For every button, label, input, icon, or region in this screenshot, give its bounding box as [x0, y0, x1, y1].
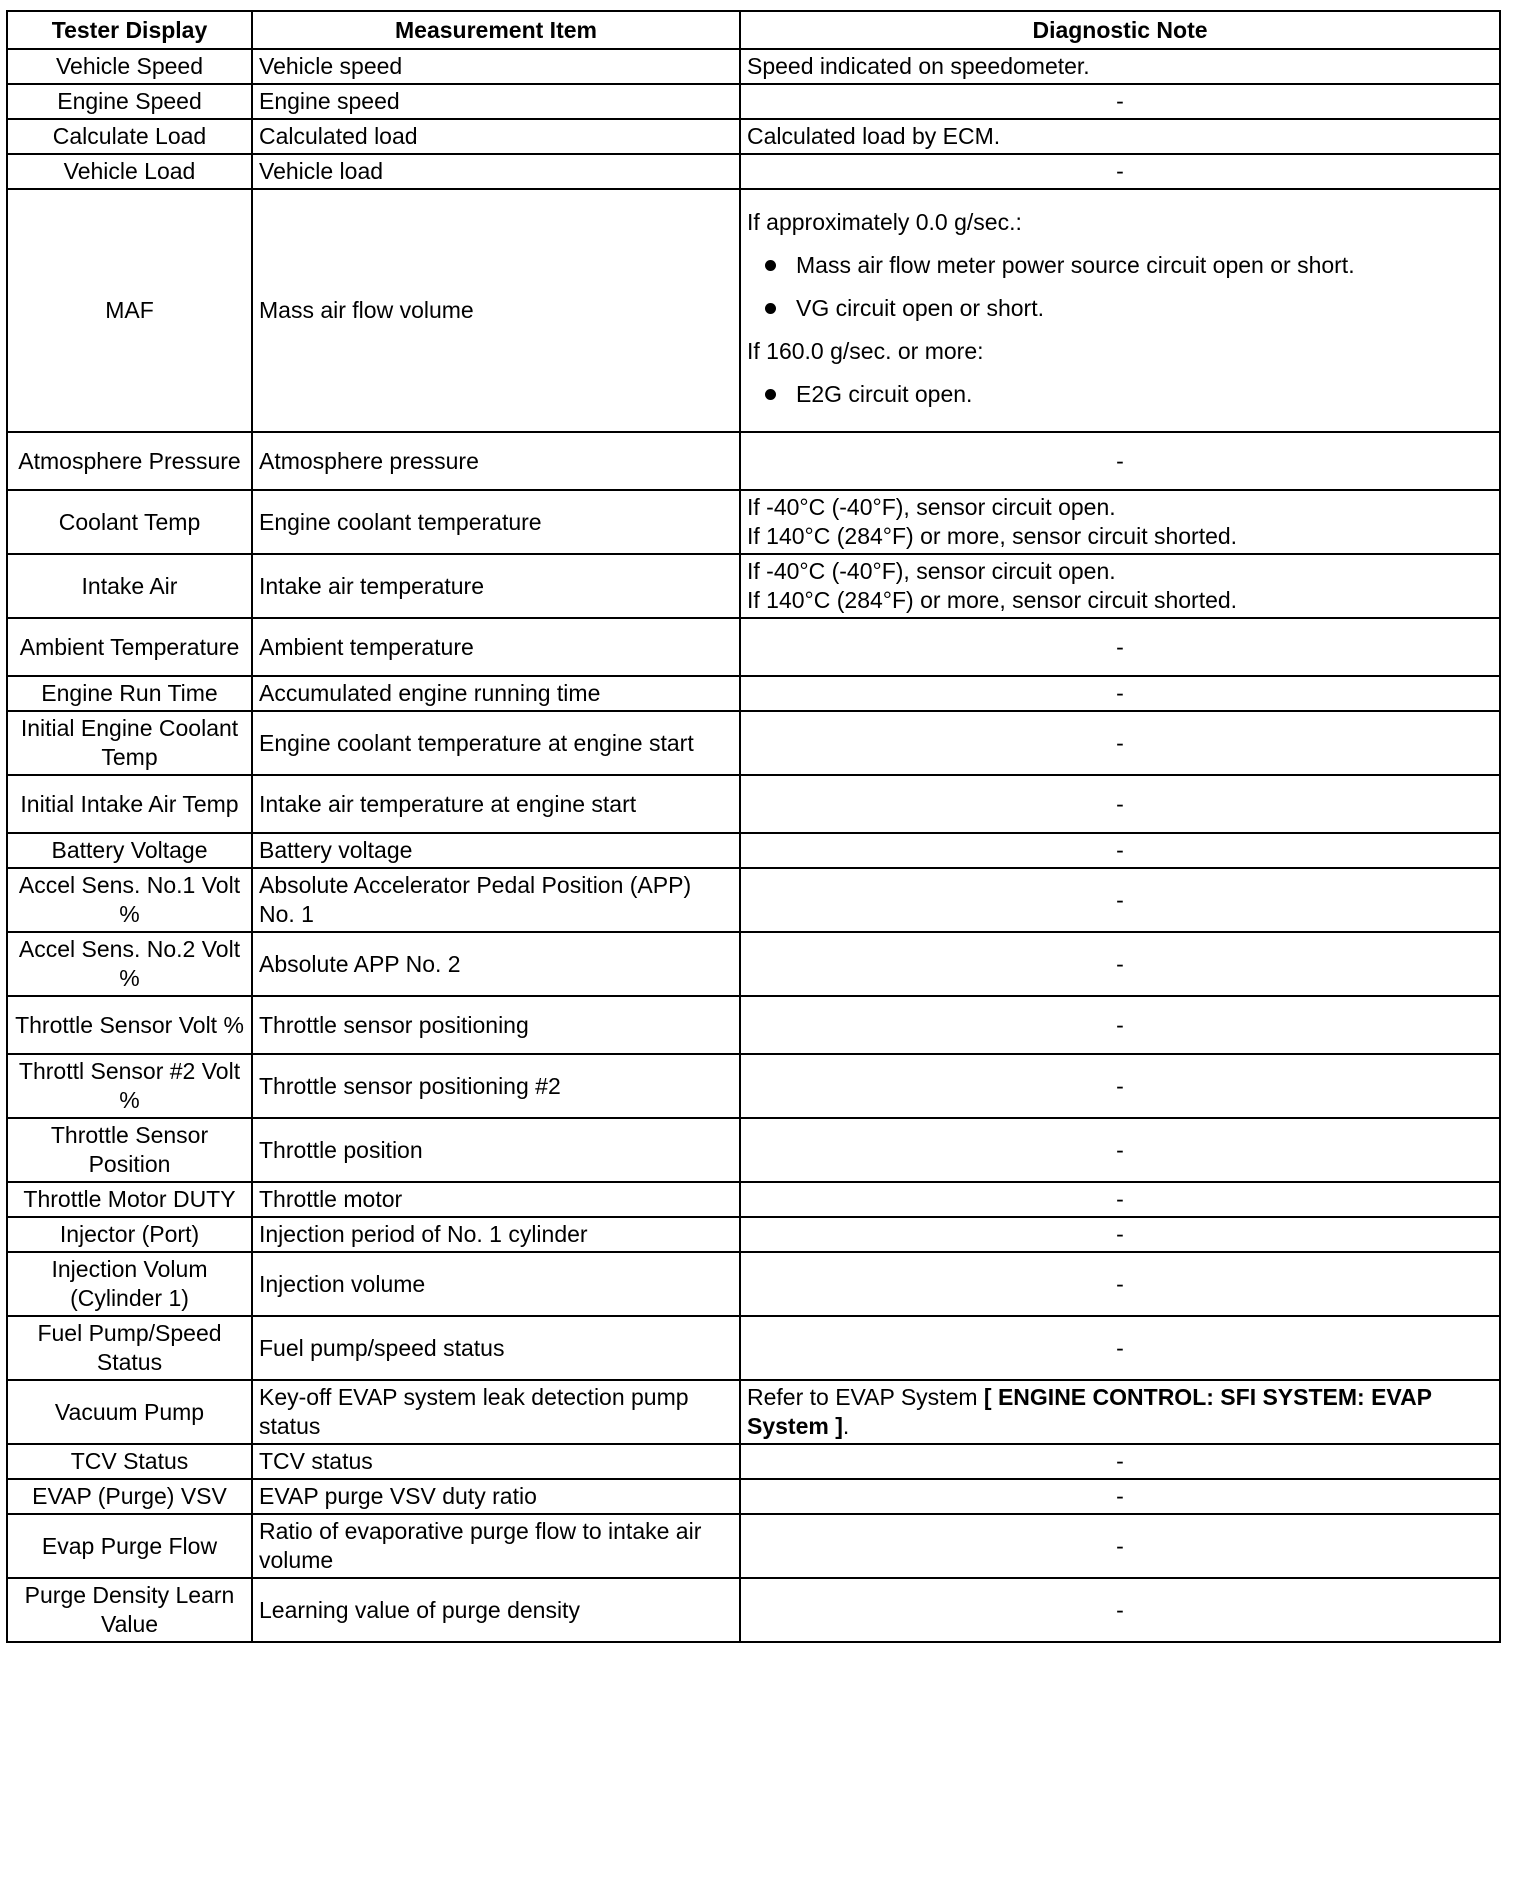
diagnostic-note-cell: -: [740, 154, 1500, 189]
bullet-icon: [765, 389, 776, 400]
table-row: [7, 1514, 1500, 1578]
tester-display-cell: Vehicle Speed: [7, 49, 252, 84]
table-row: [7, 189, 1500, 432]
tester-display-cell: Atmosphere Pressure: [7, 432, 252, 490]
table-header-row: [7, 11, 1500, 49]
measurement-item-cell: Throttle sensor positioning #2: [252, 1054, 740, 1118]
diagnostic-note-cell: -: [740, 1252, 1500, 1316]
table-row: [7, 119, 1500, 154]
measurement-item-cell: Learning value of purge density: [252, 1578, 740, 1642]
tester-display-cell: Throttle Sensor Volt %: [7, 996, 252, 1054]
table-row: [7, 711, 1500, 775]
table-row: [7, 775, 1500, 833]
header-tester-display: Tester Display: [7, 11, 252, 49]
diagnostic-note-cell: -: [740, 618, 1500, 676]
tester-display-cell: Accel Sens. No.1 Volt %: [7, 868, 252, 932]
diagnostic-note-cell: -: [740, 1316, 1500, 1380]
tester-display-cell: Intake Air: [7, 554, 252, 618]
diagnostic-note-cell: -: [740, 1444, 1500, 1479]
measurement-item-cell: TCV status: [252, 1444, 740, 1479]
measurement-item-cell: Ratio of evaporative purge flow to intake air volume: [252, 1514, 740, 1578]
tester-display-cell: Fuel Pump/Speed Status: [7, 1316, 252, 1380]
table-row: [7, 49, 1500, 84]
tester-display-cell: Injection Volum (Cylinder 1): [7, 1252, 252, 1316]
bullet-icon: [765, 260, 776, 271]
measurement-item-cell: Key-off EVAP system leak detection pump status: [252, 1380, 740, 1444]
table-row: [7, 618, 1500, 676]
table-row: [7, 1578, 1500, 1642]
measurement-item-cell: Calculated load: [252, 119, 740, 154]
tester-display-cell: Throttle Motor DUTY: [7, 1182, 252, 1217]
table-row: [7, 1479, 1500, 1514]
diagnostic-note-cell: -: [740, 868, 1500, 932]
tester-display-cell: Ambient Temperature: [7, 618, 252, 676]
measurement-item-cell: Engine coolant temperature at engine start: [252, 711, 740, 775]
note-line: If -40°C (-40°F), sensor circuit open.: [747, 494, 1116, 520]
diagnostic-note-cell: [740, 189, 1500, 432]
data-list-table-container: [6, 10, 1499, 1643]
table-row: [7, 676, 1500, 711]
tester-display-cell: MAF: [7, 189, 252, 432]
measurement-item-cell: Engine coolant temperature: [252, 490, 740, 554]
measurement-item-cell: Injection period of No. 1 cylinder: [252, 1217, 740, 1252]
note-bullet-item: [765, 251, 1493, 280]
table-row: [7, 1316, 1500, 1380]
measurement-item-cell: Mass air flow volume: [252, 189, 740, 432]
note-paragraph: If approximately 0.0 g/sec.:: [747, 209, 1022, 235]
measurement-item-cell: Accumulated engine running time: [252, 676, 740, 711]
diagnostic-note-cell: -: [740, 711, 1500, 775]
tester-display-cell: Throttle Sensor Position: [7, 1118, 252, 1182]
note-reference-link[interactable]: [ ENGINE CONTROL: SFI SYSTEM: EVAP System ]: [747, 1384, 1432, 1439]
note-bullet-item: [765, 380, 1493, 409]
diagnostic-note-cell: -: [740, 996, 1500, 1054]
tester-display-cell: Vehicle Load: [7, 154, 252, 189]
measurement-item-cell: Battery voltage: [252, 833, 740, 868]
tester-display-cell: Throttl Sensor #2 Volt %: [7, 1054, 252, 1118]
tester-display-cell: Initial Intake Air Temp: [7, 775, 252, 833]
table-row: [7, 1118, 1500, 1182]
diagnostic-note-cell: -: [740, 1578, 1500, 1642]
diagnostic-note-cell: [740, 1380, 1500, 1444]
table-row: [7, 833, 1500, 868]
tester-display-cell: TCV Status: [7, 1444, 252, 1479]
measurement-item-cell: Throttle position: [252, 1118, 740, 1182]
measurement-item-cell: Throttle motor: [252, 1182, 740, 1217]
measurement-item-cell: Ambient temperature: [252, 618, 740, 676]
tester-display-cell: Calculate Load: [7, 119, 252, 154]
header-diagnostic-note: Diagnostic Note: [740, 11, 1500, 49]
tester-display-cell: Initial Engine Coolant Temp: [7, 711, 252, 775]
tester-display-cell: Evap Purge Flow: [7, 1514, 252, 1578]
measurement-item-cell: Vehicle load: [252, 154, 740, 189]
measurement-item-cell: Absolute APP No. 2: [252, 932, 740, 996]
diagnostic-note-cell: -: [740, 1054, 1500, 1118]
note-line: If -40°C (-40°F), sensor circuit open.: [747, 558, 1116, 584]
table-row: [7, 1380, 1500, 1444]
diagnostic-note-cell: -: [740, 432, 1500, 490]
measurement-item-cell: Throttle sensor positioning: [252, 996, 740, 1054]
note-line: If 140°C (284°F) or more, sensor circuit shorted.: [747, 587, 1238, 613]
table-row: [7, 1054, 1500, 1118]
measurement-item-cell: Engine speed: [252, 84, 740, 119]
tester-display-cell: Engine Run Time: [7, 676, 252, 711]
diagnostic-note-cell: Speed indicated on speedometer.: [740, 49, 1500, 84]
tester-display-cell: Purge Density Learn Value: [7, 1578, 252, 1642]
table-row: [7, 932, 1500, 996]
measurement-item-cell: Vehicle speed: [252, 49, 740, 84]
measurement-item-cell: Intake air temperature at engine start: [252, 775, 740, 833]
tester-display-cell: Engine Speed: [7, 84, 252, 119]
measurement-item-cell: Fuel pump/speed status: [252, 1316, 740, 1380]
note-bullet-text: Mass air flow meter power source circuit open or short.: [796, 252, 1355, 278]
measurement-item-cell: Absolute Accelerator Pedal Position (APP) No. 1: [252, 868, 740, 932]
diagnostic-note-cell: -: [740, 1182, 1500, 1217]
note-line: If 140°C (284°F) or more, sensor circuit shorted.: [747, 523, 1238, 549]
diagnostic-note-cell: -: [740, 84, 1500, 119]
note-text: Refer to EVAP System: [747, 1384, 984, 1410]
diagnostic-note-cell: -: [740, 1118, 1500, 1182]
note-text-suffix: .: [842, 1413, 850, 1439]
table-row: [7, 1252, 1500, 1316]
diagnostic-note-cell: -: [740, 833, 1500, 868]
table-row: [7, 1217, 1500, 1252]
diagnostic-note-cell: -: [740, 1479, 1500, 1514]
tester-display-cell: Coolant Temp: [7, 490, 252, 554]
measurement-item-cell: Injection volume: [252, 1252, 740, 1316]
table-row: [7, 154, 1500, 189]
diagnostic-note-cell: -: [740, 676, 1500, 711]
measurement-item-cell: Intake air temperature: [252, 554, 740, 618]
diagnostic-note-cell: [740, 490, 1500, 554]
measurement-item-cell: Atmosphere pressure: [252, 432, 740, 490]
tester-display-cell: Battery Voltage: [7, 833, 252, 868]
note-bullet-item: [765, 294, 1493, 323]
bullet-icon: [765, 303, 776, 314]
diagnostic-note-cell: -: [740, 932, 1500, 996]
table-row: [7, 1182, 1500, 1217]
header-measurement-item: Measurement Item: [252, 11, 740, 49]
table-row: [7, 490, 1500, 554]
note-bullet-text: VG circuit open or short.: [796, 295, 1044, 321]
table-row: [7, 554, 1500, 618]
table-row: [7, 996, 1500, 1054]
table-row: [7, 1444, 1500, 1479]
diagnostic-note-cell: -: [740, 1217, 1500, 1252]
tester-display-cell: Vacuum Pump: [7, 1380, 252, 1444]
table-row: [7, 84, 1500, 119]
tester-display-cell: Injector (Port): [7, 1217, 252, 1252]
tester-display-cell: Accel Sens. No.2 Volt %: [7, 932, 252, 996]
diagnostic-note-cell: -: [740, 1514, 1500, 1578]
note-bullet-text: E2G circuit open.: [796, 381, 973, 407]
table-row: [7, 868, 1500, 932]
tester-display-cell: EVAP (Purge) VSV: [7, 1479, 252, 1514]
diagnostic-note-cell: Calculated load by ECM.: [740, 119, 1500, 154]
data-list-table: [6, 10, 1501, 1643]
table-row: [7, 432, 1500, 490]
diagnostic-note-cell: -: [740, 775, 1500, 833]
table-body: [7, 49, 1500, 1642]
diagnostic-note-cell: [740, 554, 1500, 618]
measurement-item-cell: EVAP purge VSV duty ratio: [252, 1479, 740, 1514]
note-paragraph: If 160.0 g/sec. or more:: [747, 338, 984, 364]
